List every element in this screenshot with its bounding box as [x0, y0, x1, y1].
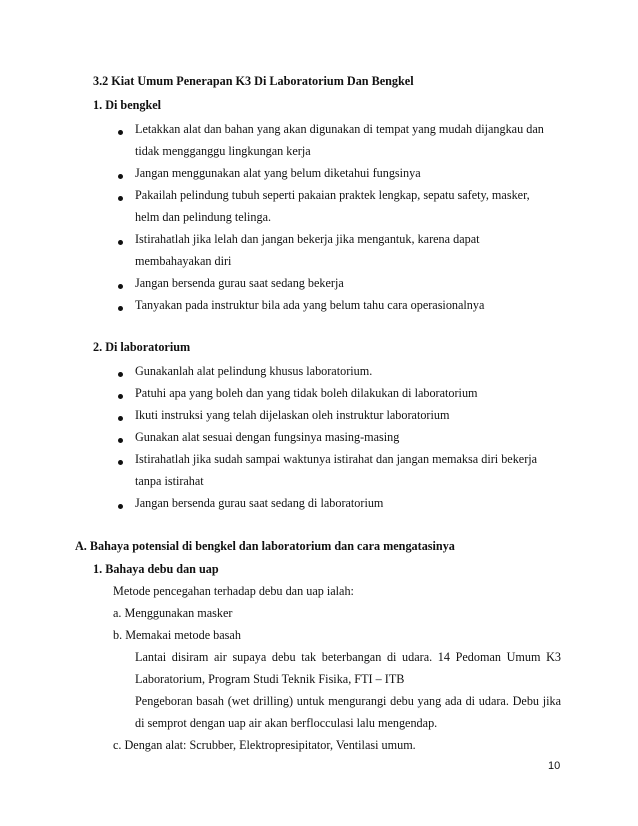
paragraph-line: di semprot dengan uap air akan berflocculasi lalu mengendap. — [135, 716, 438, 730]
list-item-text: Gunakanlah alat pelindung khusus laboratorium. — [135, 364, 373, 378]
section-heading-a: A. Bahaya potensial di bengkel dan laboratorium dan cara mengatasinya — [75, 539, 455, 553]
list-item-text: membahayakan diri — [135, 254, 232, 268]
list-item-text: Letakkan alat dan bahan yang akan digunakan di tempat yang mudah dijangkau dan — [135, 122, 544, 136]
list-item-text: Jangan bersenda gurau saat sedang di laboratorium — [135, 496, 384, 510]
list-item-text: Patuhi apa yang boleh dan yang tidak boleh dilakukan di laboratorium — [135, 386, 478, 400]
list-item-text: Gunakan alat sesuai dengan fungsinya masing-masing — [135, 430, 400, 444]
bullet-icon — [118, 306, 123, 311]
bullet-icon — [118, 174, 123, 179]
list-item-text: helm dan pelindung telinga. — [135, 210, 272, 224]
page-number: 10 — [548, 760, 561, 772]
list-item-text: tidak mengganggu lingkungan kerja — [135, 144, 311, 158]
list-item-text: Jangan bersenda gurau saat sedang bekerja — [135, 276, 344, 290]
list-item-text: tanpa istirahat — [135, 474, 204, 488]
list-item-a: a. Menggunakan masker — [113, 606, 233, 620]
paragraph-line: Laboratorium, Program Studi Teknik Fisika, FTI – ITB — [135, 672, 405, 686]
list-item-c: c. Dengan alat: Scrubber, Elektropresipitator, Ventilasi umum. — [113, 738, 416, 752]
list-item-text: Istirahatlah jika sudah sampai waktunya istirahat dan jangan memaksa diri bekerja — [135, 452, 538, 466]
bullet-icon — [118, 130, 123, 135]
bullet-icon — [118, 394, 123, 399]
paragraph-intro: Metode pencegahan terhadap debu dan uap ialah: — [113, 584, 354, 598]
bullet-icon — [118, 460, 123, 465]
bullet-icon — [118, 196, 123, 201]
list-item-text: Istirahatlah jika lelah dan jangan bekerja jika mengantuk, karena dapat — [135, 232, 480, 246]
list-item-text: Pakailah pelindung tubuh seperti pakaian praktek lengkap, sepatu safety, masker, — [135, 188, 530, 202]
bullet-icon — [118, 504, 123, 509]
subsection-heading-laboratorium: 2. Di laboratorium — [93, 340, 191, 354]
subsection-heading-bengkel: 1. Di bengkel — [93, 98, 162, 112]
subsection-heading-debu: 1. Bahaya debu dan uap — [93, 562, 219, 576]
paragraph-line: Pengeboran basah (wet drilling) untuk mengurangi debu yang ada di udara. Debu jika — [135, 694, 561, 708]
paragraph-line: Lantai disiram air supaya debu tak beterbangan di udara. 14 Pedoman Umum K3 — [135, 650, 561, 664]
bullet-icon — [118, 416, 123, 421]
list-item-text: Tanyakan pada instruktur bila ada yang belum tahu cara operasionalnya — [135, 298, 485, 312]
bullet-icon — [118, 284, 123, 289]
bullet-icon — [118, 240, 123, 245]
section-heading: 3.2 Kiat Umum Penerapan K3 Di Laboratorium Dan Bengkel — [93, 74, 414, 88]
list-item-b: b. Memakai metode basah — [113, 628, 241, 642]
bullet-icon — [118, 372, 123, 377]
list-item-text: Ikuti instruksi yang telah dijelaskan oleh instruktur laboratorium — [135, 408, 450, 422]
list-item-text: Jangan menggunakan alat yang belum diketahui fungsinya — [135, 166, 421, 180]
bullet-icon — [118, 438, 123, 443]
